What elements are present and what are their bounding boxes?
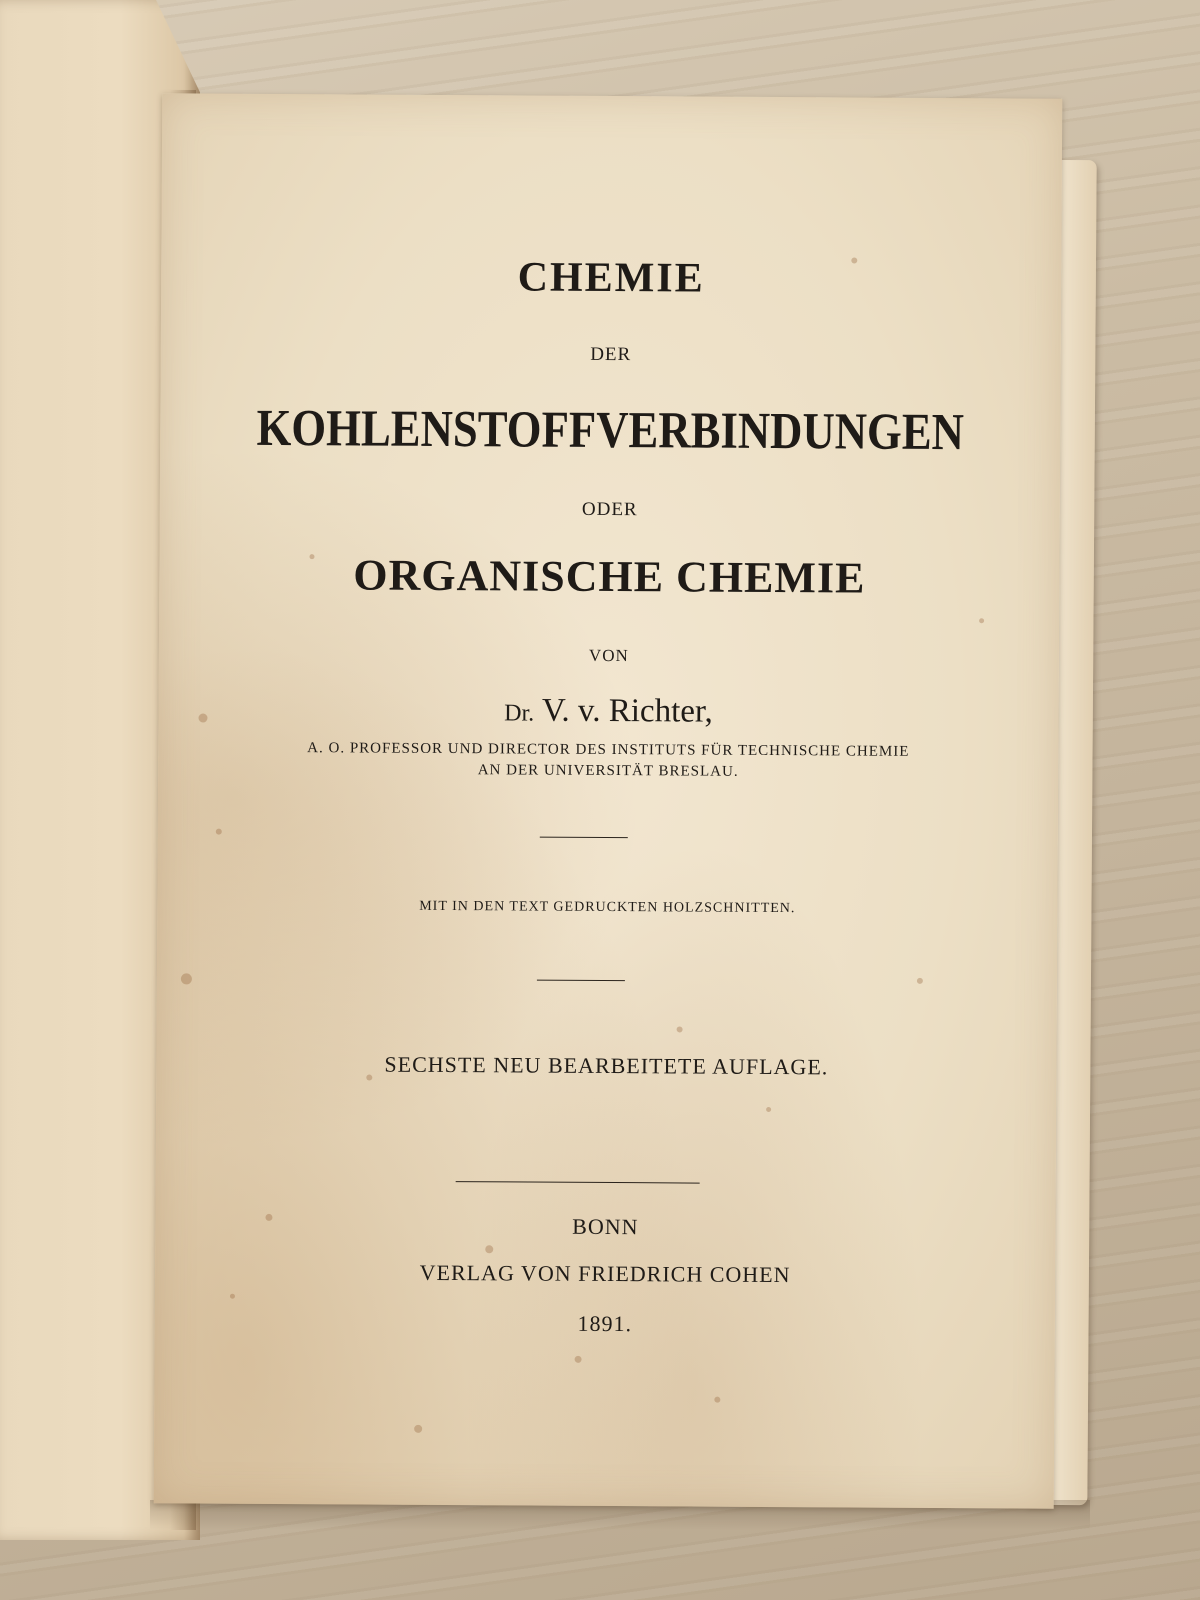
title-line-oder: ODER [581, 498, 638, 521]
title-line-organische-chemie: ORGANISCHE CHEMIE [353, 550, 866, 603]
foxing-spots [162, 93, 1062, 98]
author-prefix: Dr. [504, 700, 535, 727]
title-page [154, 93, 1063, 1508]
edition-statement: SECHSTE NEU BEARBEITETE AUFLAGE. [384, 1051, 829, 1080]
illustrations-note: MIT IN DEN TEXT GEDRUCKTEN HOLZSCHNITTEN. [419, 898, 796, 917]
by-line: VON [588, 645, 629, 666]
author-affiliation-line-2: AN DER UNIVERSITÄT BRESLAU. [477, 762, 739, 780]
divider-rule [537, 980, 625, 982]
title-line-der: DER [590, 343, 632, 366]
title-line-kohlenstoffverbindungen: KOHLENSTOFFVERBINDUNGEN [256, 399, 965, 462]
publication-year: 1891. [577, 1310, 633, 1337]
title-line-chemie: CHEMIE [517, 254, 705, 302]
author-name [158, 690, 1058, 732]
author-name-text: V. v. Richter, [541, 692, 713, 730]
publication-place: BONN [572, 1213, 639, 1240]
divider-rule [540, 837, 628, 839]
publisher-name: VERLAG VON FRIEDRICH COHEN [419, 1259, 791, 1288]
author-affiliation-line-1: A. O. PROFESSOR UND DIRECTOR DES INSTITUTS FÜR TECHNISCHE CHEMIE [307, 740, 910, 760]
imprint-rule [456, 1181, 700, 1183]
